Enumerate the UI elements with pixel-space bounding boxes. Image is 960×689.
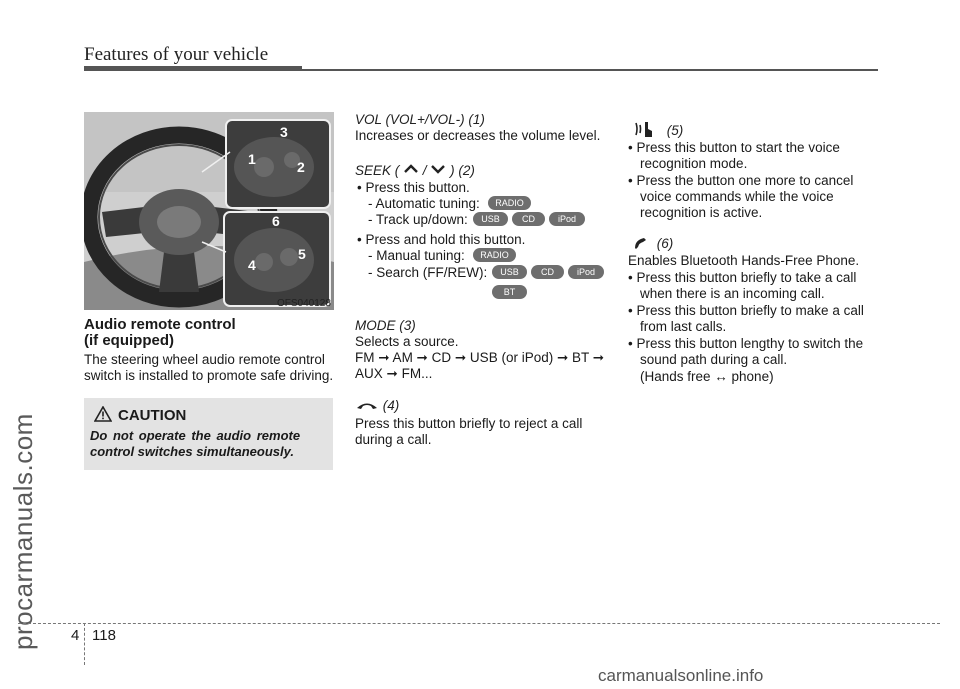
seek-heading-prefix: SEEK ( — [355, 163, 400, 178]
header-rule-thick — [84, 66, 302, 71]
phone-bullet-3-line1: • Press this button lengthy to switch the — [628, 336, 864, 351]
seek-bullet-2-text: Press and hold this button. — [365, 232, 526, 247]
chevron-up-icon — [403, 164, 419, 174]
end-call-text-line2: during a call. — [355, 432, 432, 447]
phone-bullet-1-text: Press this button briefly to take a call — [636, 270, 857, 285]
badge-ipod-2: iPod — [568, 265, 604, 279]
figure-caption: OFS040128 — [277, 298, 331, 309]
steering-wheel-illustration — [84, 112, 334, 310]
phone-bullet-3-line2: sound path during a call. — [640, 352, 788, 367]
warning-triangle-icon — [94, 406, 112, 422]
footer-divider — [84, 623, 85, 665]
phone-heading-number: (6) — [656, 236, 674, 251]
mode-sequence-line2: AUX ➞ FM... — [355, 366, 433, 381]
badge-cd: CD — [512, 212, 545, 226]
callout-1: 1 — [248, 151, 256, 167]
end-call-heading — [355, 398, 399, 413]
seek-bullet-1-text: Press this button. — [365, 180, 470, 195]
intro-paragraph-line1: The steering wheel audio remote control — [84, 352, 325, 367]
badge-ipod: iPod — [549, 212, 585, 226]
mode-description: Selects a source. — [355, 334, 459, 349]
callout-4: 4 — [248, 257, 256, 273]
badge-radio-2: RADIO — [473, 248, 516, 262]
callout-5: 5 — [298, 246, 306, 262]
badge-cd-2: CD — [531, 265, 564, 279]
seek-heading-suffix: ) (2) — [450, 163, 475, 178]
voice-bullet-1-line1: • Press this button to start the voice — [628, 140, 840, 155]
end-call-text-line1: Press this button briefly to reject a call — [355, 416, 583, 431]
badge-usb-2: USB — [492, 265, 527, 279]
page-number: 118 — [92, 627, 116, 644]
seek-search-ffrew: - Search (FF/REW): — [368, 265, 488, 280]
seek-heading — [355, 163, 475, 178]
caution-title: CAUTION — [118, 407, 187, 424]
phone-bullet-2-text: Press this button briefly to make a call — [636, 303, 864, 318]
footer-rule — [18, 623, 940, 624]
vol-heading: VOL (VOL+/VOL-) (1) — [355, 112, 485, 127]
voice-bullet-2-line2: voice commands while the voice — [640, 189, 834, 204]
voice-bullet-2-text: Press the button one more to cancel — [636, 173, 854, 188]
caution-text-line1: Do not operate the audio remote — [90, 428, 301, 443]
voice-heading — [633, 120, 683, 138]
phone-call-icon — [633, 237, 647, 249]
section-heading-line1: Audio remote control — [84, 316, 236, 333]
phone-bullet-1-line1: • Press this button briefly to take a call — [628, 270, 857, 285]
seek-manual-tuning: - Manual tuning: — [368, 248, 465, 263]
caution-box — [84, 398, 333, 470]
mode-sequence-line1: FM ➞ AM ➞ CD ➞ USB (or iPod) ➞ BT ➞ — [355, 350, 605, 365]
vol-description: Increases or decreases the volume level. — [355, 128, 601, 143]
phone-bullet-2-line1: • Press this button briefly to make a call — [628, 303, 864, 318]
watermark-left[interactable]: procarmanuals.com — [8, 413, 38, 650]
badge-bt: BT — [492, 285, 527, 299]
voice-heading-number: (5) — [666, 123, 684, 138]
voice-bullet-1-text: Press this button to start the voice — [636, 140, 840, 155]
intro-paragraph-line2: switch is installed to promote safe driving. — [84, 368, 334, 383]
callout-6: 6 — [272, 213, 280, 229]
seek-heading-separator: / — [422, 163, 427, 178]
phone-bullet-3-line3: (Hands free ↔ phone) — [640, 369, 774, 384]
voice-bullet-2-line1: • Press the button one more to cancel — [628, 173, 854, 188]
mode-heading: MODE (3) — [355, 318, 416, 333]
phone-heading — [633, 236, 673, 251]
phone-bullet-1-line2: when there is an incoming call. — [640, 286, 825, 301]
caution-text-line2: control switches simultaneously. — [90, 444, 294, 459]
end-call-icon — [355, 400, 379, 410]
badge-radio: RADIO — [488, 196, 531, 210]
voice-bullet-1-line2: recognition mode. — [640, 156, 748, 171]
seek-track-updown: - Track up/down: — [368, 212, 468, 227]
chevron-down-icon — [430, 164, 446, 174]
chapter-number: 4 — [71, 627, 80, 644]
callout-2: 2 — [297, 159, 305, 175]
end-call-heading-number: (4) — [382, 398, 400, 413]
callout-3: 3 — [280, 124, 288, 140]
seek-bullet-1: • Press this button. — [357, 180, 470, 195]
seek-automatic-tuning: - Automatic tuning: — [368, 196, 480, 211]
phone-bullet-3-text: Press this button lengthy to switch the — [636, 336, 864, 351]
phone-description: Enables Bluetooth Hands-Free Phone. — [628, 253, 860, 268]
watermark-bottom[interactable]: carmanualsonline.info — [598, 666, 764, 685]
page-header-title: Features of your vehicle — [84, 44, 269, 65]
phone-bullet-2-line2: from last calls. — [640, 319, 727, 334]
badge-usb: USB — [473, 212, 508, 226]
section-heading-line2: (if equipped) — [84, 332, 174, 349]
header-rule-thin — [302, 69, 878, 71]
voice-recognition-icon — [633, 120, 655, 138]
steering-wheel-figure — [84, 112, 334, 310]
seek-bullet-2: • Press and hold this button. — [357, 232, 526, 247]
voice-bullet-2-line3: recognition is active. — [640, 205, 763, 220]
